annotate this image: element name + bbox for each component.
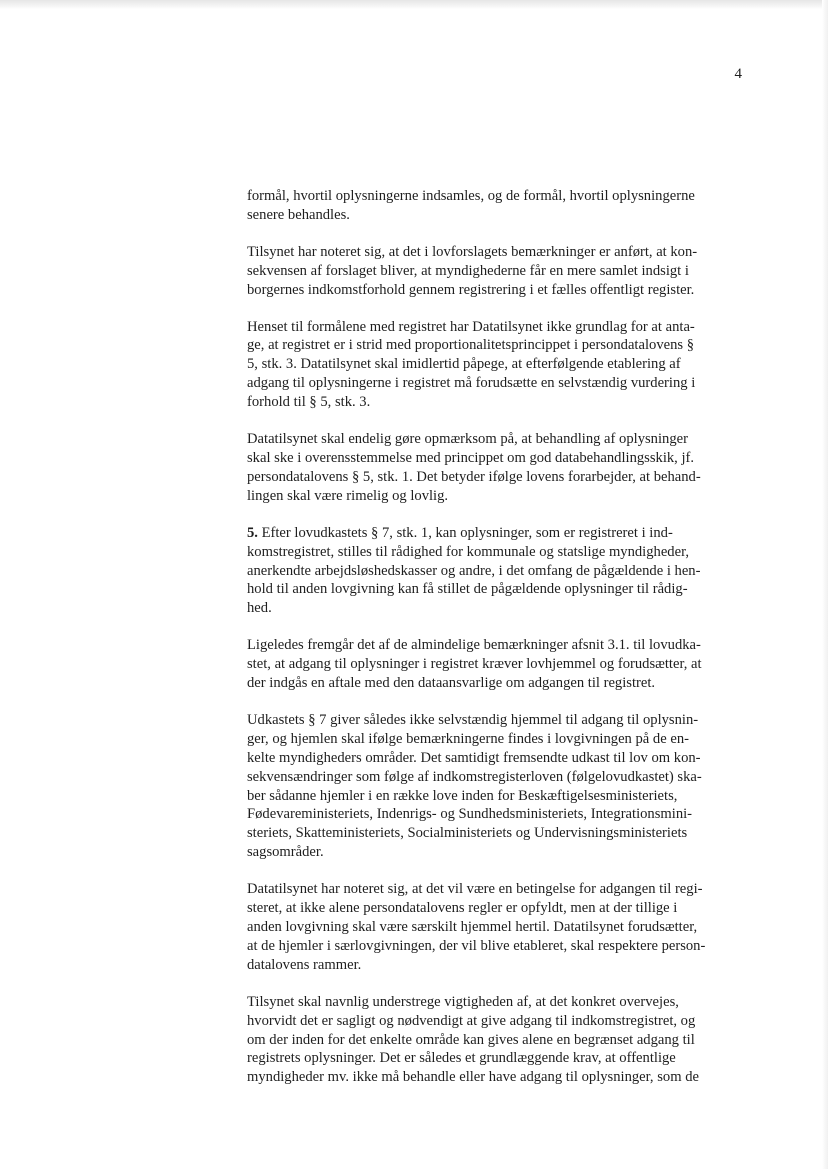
text-line [247,562,747,581]
line-text: ge, at registret er i strid med proportionalitetsprincippet i persondatalovens § [247,337,695,354]
line-text: der indgås en aftale med den dataansvarlige om adgangen til registret. [247,675,656,692]
text-line [247,449,747,468]
line-text: hold til anden lovgivning kan få stillet de pågældende oplysninger til rådig- [247,581,688,598]
line-text: datalovens rammer. [247,956,362,973]
scan-right-edge [822,0,828,1169]
document-body [247,187,747,1105]
text-line [247,1068,747,1087]
text-line [247,487,747,506]
line-text: sekvensændringer som følge af indkomstregisterloven (følgelovudkastet) ska- [247,768,702,785]
text-line [247,749,747,768]
text-line [247,374,747,393]
line-text: Tilsynet skal navnlig understrege vigtigheden af, at det konkret overvejes, [247,993,679,1010]
text-line [247,580,747,599]
line-text: steret, at ikke alene persondatalovens regler er opfyldt, men at der tillige i [247,900,678,917]
line-text: Ligeledes fremgår det af de almindelige bemærkninger afsnit 3.1. til lovudka- [247,637,701,654]
text-line [247,655,747,674]
section-number: 5. [247,524,258,541]
line-text: Fødevareministeriets, Indenrigs- og Sundhedsministeriets, Integrationsmini- [247,806,693,823]
line-text: adgang til oplysningerne i registret må forudsætte en selvstændig vurdering i [247,375,696,392]
text-line [247,843,747,862]
text-line [247,281,747,300]
line-text: persondatalovens § 5, stk. 1. Det betyder ifølge lovens forarbejder, at behand- [247,468,701,485]
text-line [247,1012,747,1031]
text-line [247,543,747,562]
line-text: 5, stk. 3. Datatilsynet skal imidlertid påpege, at efterfølgende etablering af [247,356,681,373]
text-line [247,937,747,956]
text-line [247,956,747,975]
body-paragraph [247,243,747,300]
text-line [247,1031,747,1050]
text-line [247,711,747,730]
line-text: borgernes indkomstforhold gennem registrering i et fælles offentligt register. [247,281,695,298]
text-line [247,336,747,355]
text-line [247,599,747,618]
line-text: hvorvidt det er sagligt og nødvendigt at give adgang til indkomstregistret, og [247,1012,696,1029]
line-text: formål, hvortil oplysningerne indsamles, og de formål, hvortil oplysningerne [247,188,695,204]
text-line [247,187,747,206]
body-paragraph [247,993,747,1088]
line-text: Udkastets § 7 giver således ikke selvstændig hjemmel til adgang til oplysnin- [247,711,699,728]
body-paragraph [247,711,747,862]
text-line [247,393,747,412]
text-line [247,674,747,693]
page-number: 4 [734,66,742,82]
text-line [247,805,747,824]
line-text: anerkendte arbejdsløshedskasser og andre, i det omfang de pågældende i hen- [247,562,701,579]
text-line [247,430,747,449]
text-line [247,262,747,281]
line-text: anden lovgivning skal være særskilt hjemmel hertil. Datatilsynet forudsætter, [247,919,698,935]
line-text: ger, og hjemlen skal ifølge bemærkningerne findes i lovgivningen på de en- [247,730,689,747]
line-text: ber sådanne hjemler i en række love inden for Beskæftigelsesministeriets, [247,787,678,804]
body-paragraph [247,430,747,506]
line-text: skal ske i overensstemmelse med princippet om god databehandlingsskik, jf. [247,449,695,466]
text-line [247,636,747,655]
text-line [247,824,747,843]
line-text: Efter lovudkastets § 7, stk. 1, kan oplysninger, som er registreret i ind- [257,524,673,541]
line-text: lingen skal være rimelig og lovlig. [247,487,449,504]
scan-top-edge [0,0,828,9]
line-text: sekvensen af forslaget bliver, at myndighederne får en mere samlet indsigt i [247,262,689,279]
line-text: komstregistret, stilles til rådighed for kommunale og statslige myndigheder, [247,543,690,560]
line-text: forhold til § 5, stk. 3. [247,394,371,411]
text-line [247,899,747,918]
text-line [247,468,747,487]
body-paragraph [247,636,747,693]
line-text: registrets oplysninger. Det er således et grundlæggende krav, at offentlige [247,1050,676,1067]
line-text: Datatilsynet har noteret sig, at det vil være en betingelse for adgangen til regi- [247,881,703,898]
text-line [247,768,747,787]
text-line [247,993,747,1012]
body-paragraph [247,880,747,975]
text-line [247,524,747,543]
text-line [247,206,747,225]
body-paragraph [247,187,747,225]
text-line [247,730,747,749]
line-text: stet, at adgang til oplysninger i registret kræver lovhjemmel og forudsætter, at [247,656,702,673]
body-paragraph [247,318,747,413]
text-line [247,1049,747,1068]
text-line [247,355,747,374]
body-paragraph [247,524,747,619]
text-line [247,918,747,937]
text-line [247,243,747,262]
text-line [247,880,747,899]
line-text: om der inden for det enkelte område kan gives alene en begrænset adgang til [247,1031,695,1048]
line-text: kelte myndigheders områder. Det samtidigt fremsendte udkast til lov om kon- [247,749,701,766]
text-line [247,787,747,806]
line-text: steriets, Skatteministeriets, Socialministeriets og Undervisningsministeriets [247,825,688,842]
line-text: sagsområder. [247,844,324,861]
line-text: hed. [247,600,272,617]
line-text: at de hjemler i særlovgivningen, der vil blive etableret, skal respektere person- [247,937,706,954]
line-text: senere behandles. [247,206,350,223]
line-text: Tilsynet har noteret sig, at det i lovforslagets bemærkninger er anført, at kon- [247,243,698,260]
text-line [247,318,747,337]
line-text: Henset til formålene med registret har Datatilsynet ikke grundlag for at anta- [247,318,695,335]
line-text: Datatilsynet skal endelig gøre opmærksom på, at behandling af oplysninger [247,431,688,448]
line-text: myndigheder mv. ikke må behandle eller have adgang til oplysninger, som de [247,1069,699,1086]
